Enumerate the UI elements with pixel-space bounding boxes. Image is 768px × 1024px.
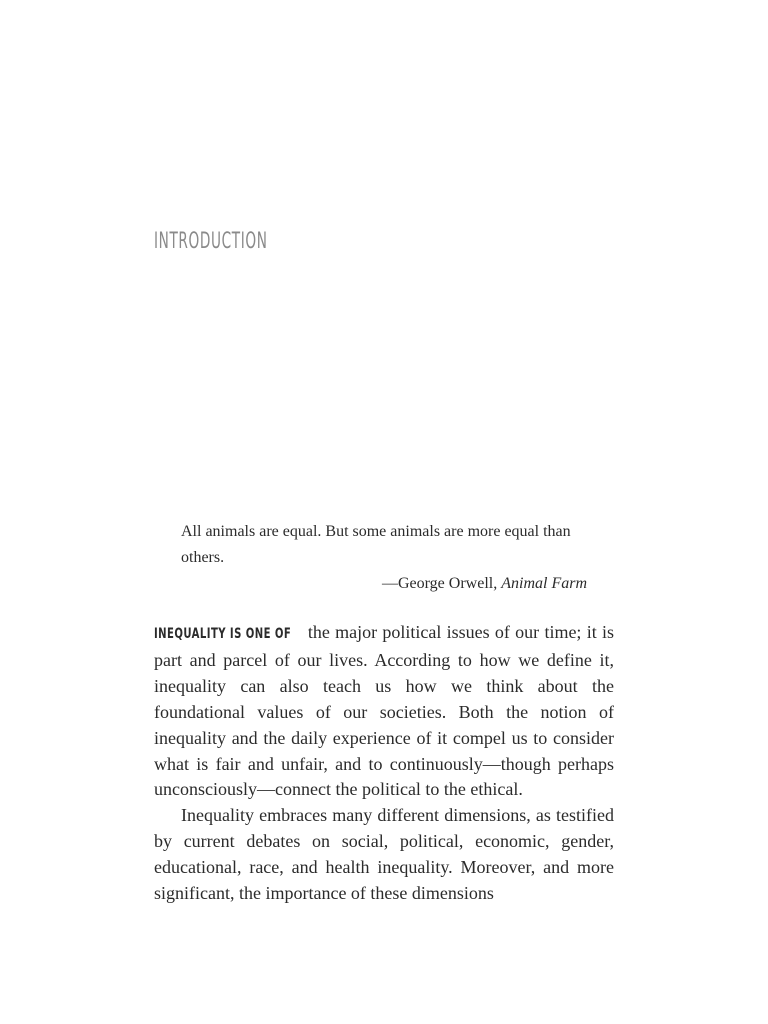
paragraph <box>154 620 614 803</box>
epigraph-attribution <box>181 571 587 597</box>
epigraph-quote: All animals are equal. But some animals are more equal than others. <box>181 523 571 566</box>
paragraph: Inequality embraces many different dimensions, as testified by current debates on social, political, economic, gender, educational, race, and health inequality. Moreover, and more significant, the importance of these dimensions <box>154 805 614 904</box>
chapter-title: INTRODUCTION <box>154 229 268 254</box>
epigraph-work-title: Animal Farm <box>501 575 587 592</box>
epigraph-author: —George Orwell, <box>381 575 502 592</box>
paragraph-text: the major political issues of our time; it is part and parcel of our lives. According to how we define it, inequality can also teach us how we think about the foundational values of our societies. Both the notion of inequality and the daily experience of it compel us to consider what is fair and unfair, and to continuously—though perhaps unconsciously—connect the political to the ethical. <box>154 622 614 800</box>
epigraph <box>181 519 587 597</box>
lead-in-small-caps: INEQUALITY IS ONE OF <box>154 626 292 642</box>
body-text <box>154 620 614 907</box>
